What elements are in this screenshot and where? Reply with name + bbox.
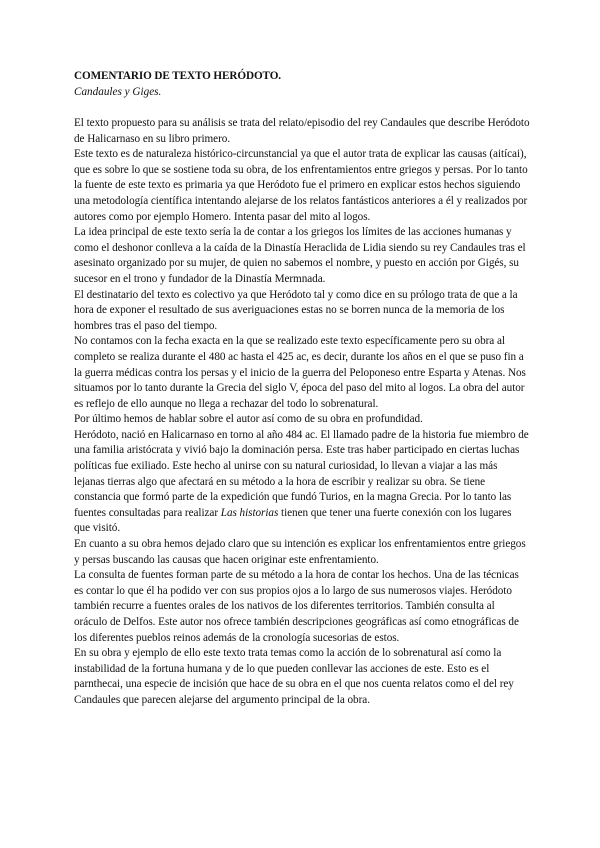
- paragraph-sources: La consulta de fuentes forman parte de su método a la hora de contar los hechos. Una de las técnicas es contar lo que él ha podido ver con sus propios ojos a lo largo de sus numerosos viajes. Heródoto también recurre a fuentes orales de los nativos de los diferentes territorios. También consulta al oráculo de Delfos. Este autor nos ofrece también descripciones geográficas así como etnográficas de los diferentes pueblos reinos además de la cronología sucesorias de estos.: [74, 569, 519, 644]
- bio-text-end: tienen que tener una fuerte conexión con los lugares que visitó.: [74, 506, 512, 535]
- paragraph-recipient: El destinatario del texto es colectivo ya que Heródoto tal y como dice en su prólogo trata de que a la hora de exponer el resultado de sus averiguaciones estas no se borren nunca de la memoria de los hombres tras el paso del tiempo.: [74, 288, 518, 332]
- bio-text: Heródoto, nació en Halicarnaso en torno al año 484 ac. El llamado padre de la historia fue miembro de una familia aristócrata y vivió bajo la dominación persa. Este tras haber participado en ciertas luchas políticas fue exiliado. Este hecho al unirse con su natural curiosidad, lo llevan a viajar a las más lejanas tierras algo que afectará en su método a la hora de escribir y realizar su obra. Se tiene constancia que formó parte de la expedición que fundó Turios, en la magna Grecia. Por lo tanto las fuentes consultadas para realizar: [74, 428, 529, 519]
- paragraph-herodotus-bio: [74, 428, 530, 537]
- paragraph-nature: Este texto es de naturaleza histórico-circunstancial ya que el autor trata de explicar las causas (aitícai), que es sobre lo que se sostiene toda su obra, de los enfrentamientos entre griegos y persas. Por lo tanto la fuente de este texto es primaria ya que Heródoto fue el primero en explicar estos hechos siguiendo una metodología científica intentando alejarse de los relatos fantásticos anteriores a él y realizados por autores como por ejemplo Homero. Intenta pasar del mito al logos.: [74, 148, 528, 223]
- document-title: COMENTARIO DE TEXTO HERÓDOTO.: [74, 70, 282, 82]
- paragraph-work-intention: En cuanto a su obra hemos dejado claro que su intención es explicar los enfrentamientos entre griegos y persas buscando las causas que hacen originar este enfrentamiento.: [74, 538, 526, 566]
- paragraph-date: No contamos con la fecha exacta en la que se realizado este texto específicamente pero su obra al completo se realiza durante el 480 ac hasta el 425 ac, es decir, durante los años en el que se puso fin a la guerra médicas contra los persas y el inicio de la guerra del Peloponeso entre Esparta y Atenas. Nos situamos por lo tanto durante la Grecia del siglo V, época del paso del mito al logos. La obra del autor es reflejo de ello aunque no llega a rechazar del todo lo sobrenatural.: [74, 335, 526, 410]
- work-title: Las historias: [220, 506, 279, 519]
- paragraph-intro: El texto propuesto para su análisis se trata del relato/episodio del rey Candaules que describe Heródoto de Halicarnaso en su libro primero.: [74, 117, 530, 145]
- paragraph-author-intro: Por último hemos de hablar sobre el autor así como de su obra en profundidad.: [74, 413, 423, 426]
- document-page: [74, 68, 530, 709]
- document-subtitle: Candaules y Giges.: [74, 86, 162, 98]
- paragraph-main-idea: La idea principal de este texto sería la de contar a los griegos los límites de las acciones humanas y como el deshonor conlleva a la caída de la Dinastía Heraclida de Lidia siendo su rey Candaules tras el asesinato organizado por su mujer, de quien no sabemos el nombre, y puesto en acción por Gigés, su sucesor en el trono y fundador de la Dinastía Mermnada.: [74, 226, 526, 285]
- paragraph-themes: En su obra y ejemplo de ello este texto trata temas como la acción de lo sobrenatural así como la instabilidad de la fortuna humana y de lo que pueden conllevar las acciones de este. Esto es el parnthecai, una especie de incisión que hace de su obra en el que nos cuenta relatos como el del rey Candaules que parecen alejarse del argumento principal de la obra.: [74, 647, 514, 706]
